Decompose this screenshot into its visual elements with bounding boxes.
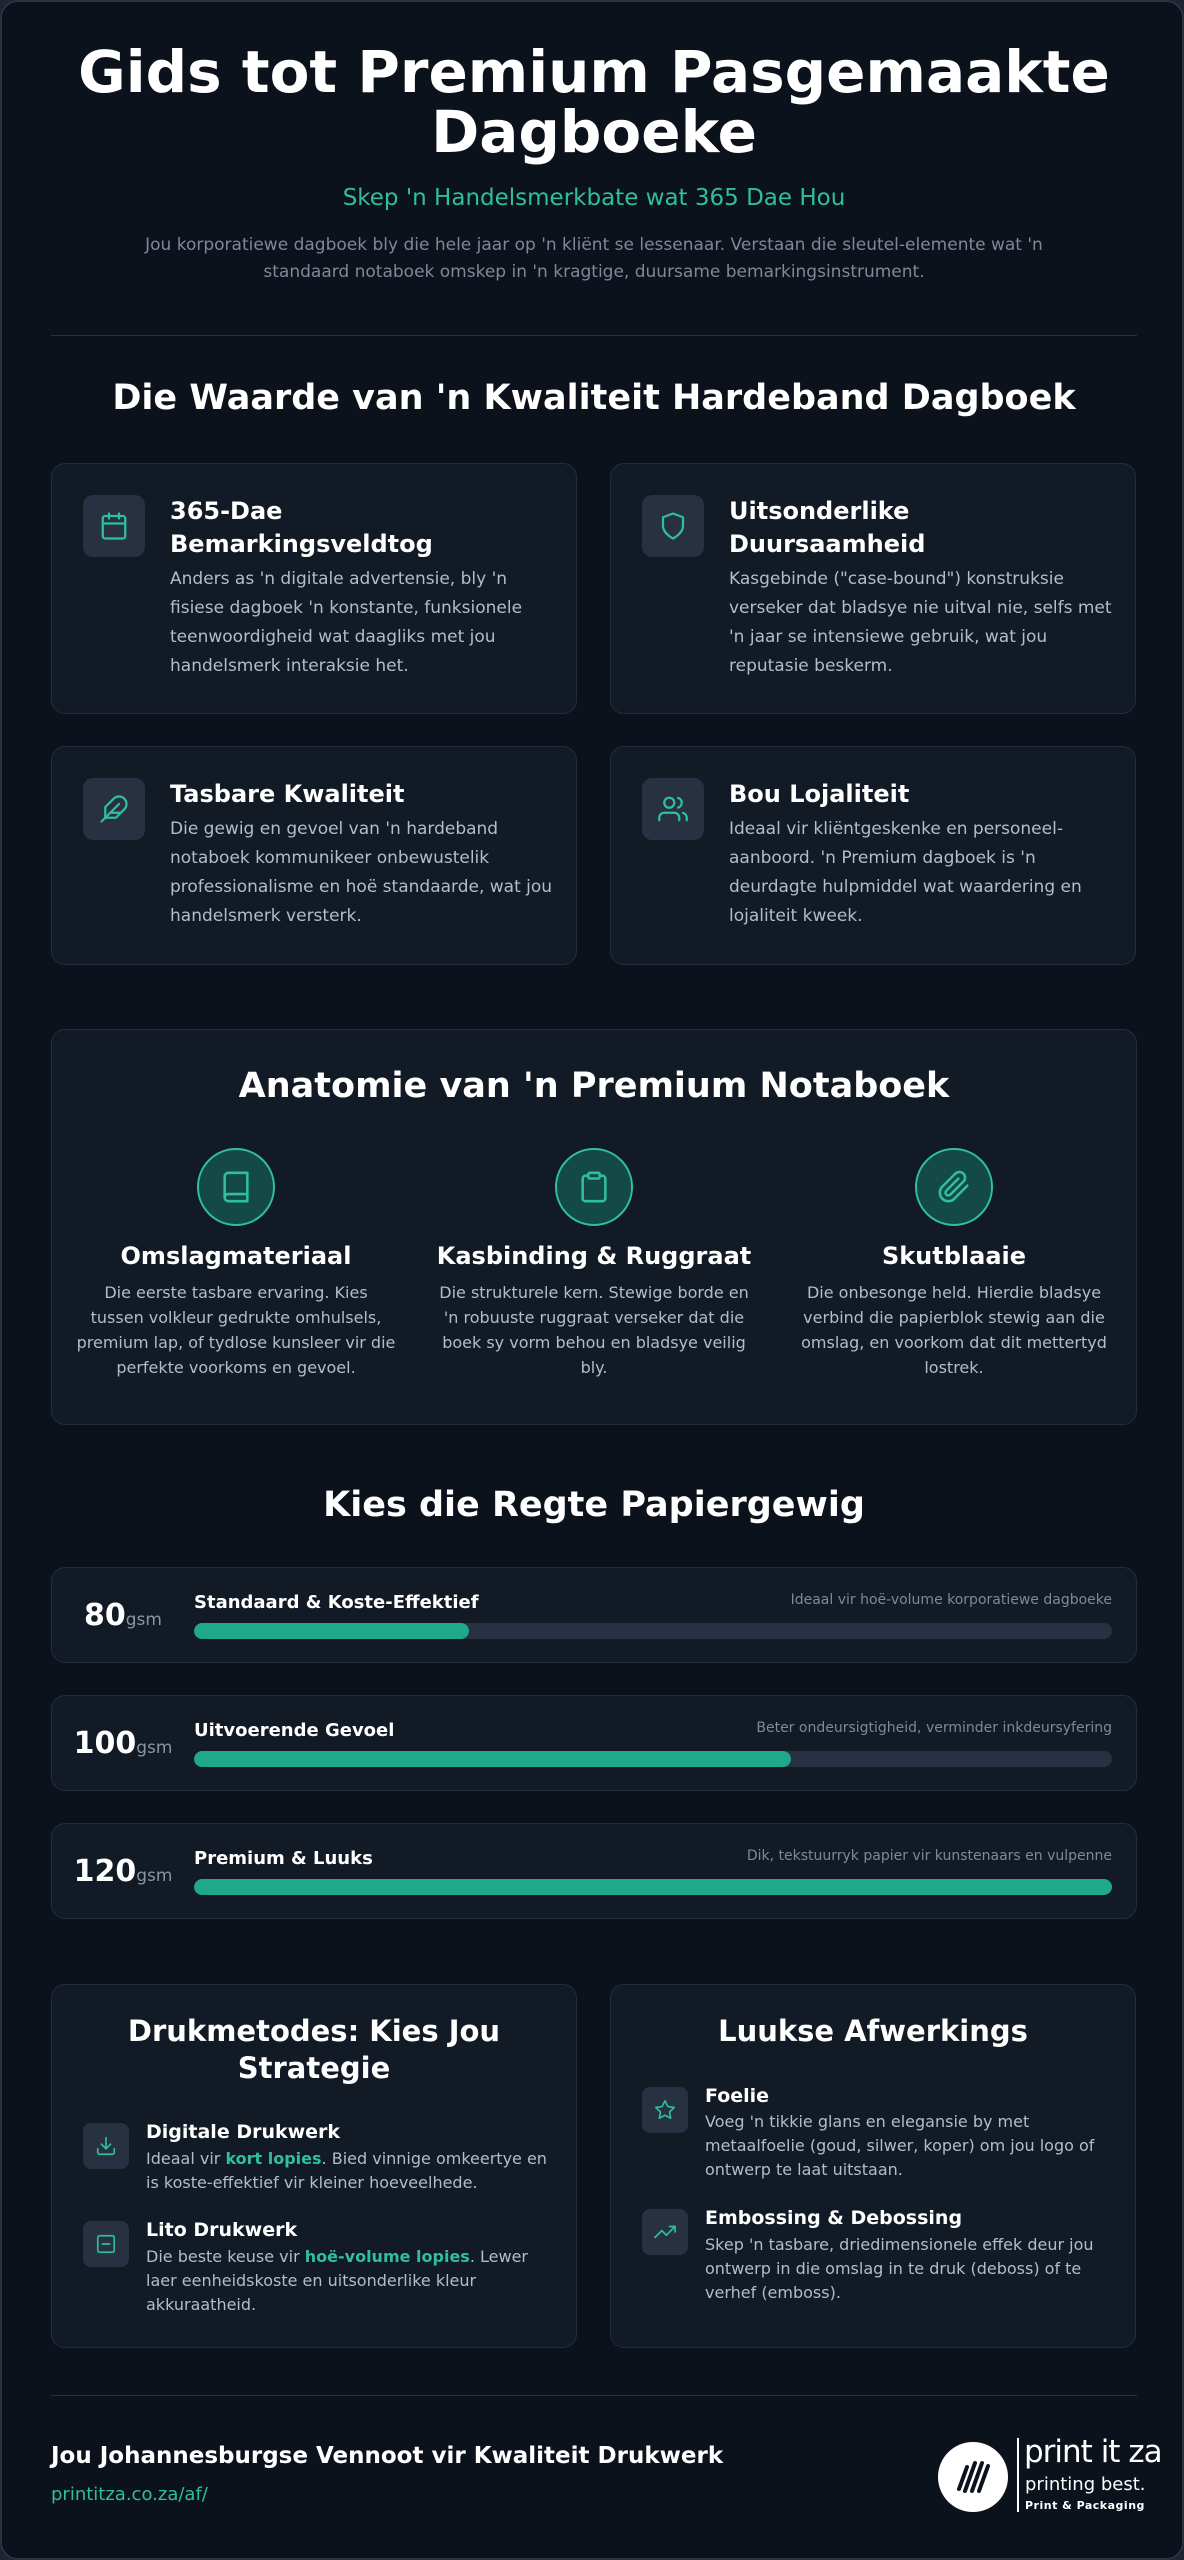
anatomy-item-description: Die eerste tasbare ervaring. Kies tussen volkleur gedrukte omhulsels, premium lap, of tydlose kunsleer vir die perfekte voorkoms en gevoel. (76, 1283, 396, 1377)
logo-subline: Print & Packaging (1025, 2499, 1145, 2512)
finish-title: Embossing & Debossing (705, 2207, 963, 2229)
logo-tagline: printing best. (1025, 2474, 1146, 2495)
paper-weight-label: Premium & Luuks (194, 1848, 373, 1869)
value-card-title: Uitsonderlike Duursaamheid (729, 497, 926, 558)
page-title: Gids tot Premium Pasgemaakte Dagboeke (78, 38, 1110, 166)
paper-weight-row (51, 1695, 1137, 1791)
logo-divider (1017, 2438, 1019, 2512)
star-icon (642, 2087, 688, 2133)
anatomy-item-title: Omslagmateriaal (120, 1242, 352, 1270)
anatomy-item-description: Die onbesonge held. Hierdie bladsye verbind die papierblok stewig aan die omslag, en voorkom dat dit mettertyd lostrek. (801, 1283, 1107, 1377)
logo-mark-icon (938, 2442, 1008, 2512)
value-card-description: Kasgebinde ("case-bound") konstruksie verseker dat bladsye nie uitval nie, selfs met 'n jaar se intensiewe gebruik, wat jou reputasie beskerm. (729, 569, 1112, 676)
value-card-title: 365-Dae Bemarkingsveldtog (170, 497, 433, 558)
download-icon (83, 2123, 129, 2169)
anatomy-item (76, 1148, 396, 1380)
shield-icon (642, 495, 704, 557)
paper-weight-value: 80 gsm (84, 1597, 162, 1633)
clipboard-icon (555, 1148, 633, 1226)
anatomy-panel (51, 1029, 1137, 1425)
value-card-description: Die gewig en gevoel van 'n hardeband notaboek kommunikeer onbewustelik professionalisme en hoë standaarde, wat jou handelsmerk versterk. (170, 819, 553, 926)
printing-method-title: Lito Drukwerk (146, 2219, 298, 2241)
finish-description: Voeg 'n tikkie glans en elegansie by met metaalfoelie (goud, silwer, koper) om jou logo of ontwerp te laat uitstaan. (705, 2112, 1095, 2179)
calendar-icon (83, 495, 145, 557)
value-card-description: Ideaal vir kliëntgeskenke en personeel-aanboord. 'n Premium dagboek is 'n deurdagte hulpmiddel wat waardering en lojaliteit kweek. (729, 819, 1082, 926)
paper-weight-label: Standaard & Koste-Effektief (194, 1592, 479, 1613)
finishes-card (610, 1984, 1136, 2348)
anatomy-item (434, 1148, 754, 1380)
book-icon (197, 1148, 275, 1226)
paper-weight-bar (194, 1879, 1112, 1895)
printing-methods-card (51, 1984, 577, 2348)
anatomy-item-description: Die strukturele kern. Stewige borde en 'n robuuste ruggraat verseker dat die boek sy vorm behou en bladsye veilig bly. (439, 1283, 749, 1377)
divider (51, 2395, 1137, 2396)
paper-weight-note: Ideaal vir hoë-volume korporatiewe dagboeke (790, 1592, 1112, 1608)
minus-square-icon (83, 2221, 129, 2267)
value-card (51, 463, 577, 714)
divider (51, 335, 1137, 336)
anatomy-item-title: Skutblaaie (881, 1242, 1027, 1270)
paper-weight-bar (194, 1751, 1112, 1767)
paper-weight-value: 120 gsm (73, 1853, 173, 1889)
logo-wordmark: print it za (1024, 2434, 1162, 2470)
page-description: Jou korporatiewe dagboek bly die hele jaar op 'n kliënt se lessenaar. Verstaan die sleutel-elemente wat 'n standaard notaboek omskep in 'n kragtige, duursame bemarkingsinstrument. (145, 235, 1043, 282)
users-icon (642, 778, 704, 840)
printing-method-title: Digitale Drukwerk (146, 2121, 341, 2143)
value-card-description: Anders as 'n digitale advertensie, bly 'n fisiese dagboek 'n konstante, funksionele teenwoordigheid wat daagliks met jou handelsmerk interaksie het. (170, 569, 523, 676)
printing-methods-title: Drukmetodes: Kies Jou Strategie (127, 2014, 501, 2085)
paper-weight-note: Dik, tekstuurryk papier vir kunstenaars en vulpenne (746, 1848, 1112, 1864)
footer-link[interactable]: printitza.co.za/af/ (51, 2484, 208, 2505)
paper-weight-note: Beter ondeursigtigheid, verminder inkdeursyfering (756, 1720, 1112, 1736)
printing-method-description: Die beste keuse vir hoë-volume lopies. Lewer laer eenheidskoste en uitsonderlike kleur akkuraatheid. (146, 2247, 528, 2314)
anatomy-item (794, 1148, 1114, 1380)
footer-title: Jou Johannesburgse Vennoot vir Kwaliteit Drukwerk (51, 2443, 724, 2469)
feather-icon (83, 778, 145, 840)
finish-title: Foelie (705, 2085, 770, 2107)
value-card-title: Tasbare Kwaliteit (170, 780, 405, 808)
finish-description: Skep 'n tasbare, driedimensionele effek deur jou ontwerp in die omslag in te druk (deboss) of te verhef (emboss). (705, 2235, 1094, 2302)
finishes-title: Luukse Afwerkings (718, 2014, 1028, 2048)
paper-weight-bar (194, 1623, 1112, 1639)
page-subtitle: Skep 'n Handelsmerkbate wat 365 Dae Hou (342, 185, 846, 211)
value-section-title: Die Waarde van 'n Kwaliteit Hardeband Dagboek (112, 378, 1076, 418)
paper-weight-row (51, 1567, 1137, 1663)
brand-logo[interactable] (938, 2434, 1162, 2514)
paper-weight-bar-fill (194, 1623, 469, 1639)
value-card-title: Bou Lojaliteit (729, 780, 910, 808)
paperclip-icon (915, 1148, 993, 1226)
anatomy-title: Anatomie van 'n Premium Notaboek (238, 1066, 950, 1106)
paper-weight-row (51, 1823, 1137, 1919)
value-card (610, 746, 1136, 965)
value-card (610, 463, 1136, 714)
anatomy-item-title: Kasbinding & Ruggraat (436, 1242, 752, 1270)
printing-method-description: Ideaal vir kort lopies. Bied vinnige omkeertye en is koste-effektief vir kleiner hoeveelhede. (146, 2149, 547, 2192)
paper-weight-bar-fill (194, 1751, 791, 1767)
paper-weight-label: Uitvoerende Gevoel (194, 1720, 395, 1741)
paper-weight-bar-fill (194, 1879, 1112, 1895)
trending-up-icon (642, 2209, 688, 2255)
paper-section-title: Kies die Regte Papiergewig (323, 1485, 865, 1525)
value-card (51, 746, 577, 965)
paper-weight-value: 100 gsm (73, 1725, 173, 1761)
